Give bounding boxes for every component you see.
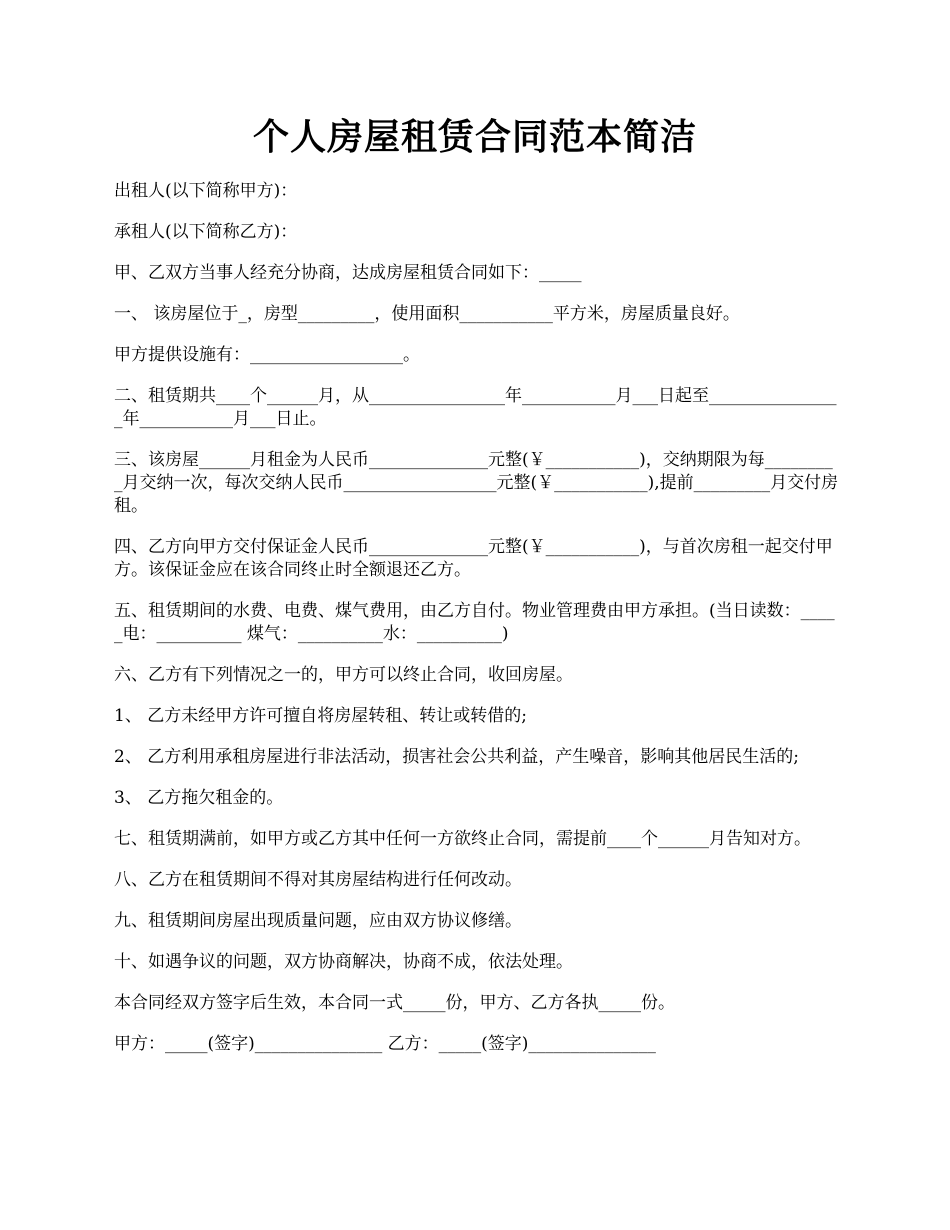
clause-5-utilities: 五、租赁期间的水费、电费、煤气费用，由乙方自付。物业管理费由甲方承担。(当日读数：_____电：__________ 煤气：__________水：__________) [114,601,835,644]
clause-8-no-alteration: 八、乙方在租赁期间不得对其房屋结构进行任何改动。 [114,870,522,890]
document-body [114,180,840,1074]
clause-6-termination: 六、乙方有下列情况之一的，甲方可以终止合同，收回房屋。 [114,665,573,685]
agreement-intro: 甲、乙双方当事人经充分协商，达成房屋租赁合同如下：_____ [114,263,582,283]
facilities-line: 甲方提供设施有：__________________。 [114,345,420,365]
effective-clause: 本合同经双方签字后生效，本合同一式_____份，甲方、乙方各执_____份。 [114,993,675,1013]
clause-3-rent: 三、该房屋______月租金为人民币______________元整(￥___________)，交纳期限为每_________月交纳一次，每次交纳人民币__________________元整(￥___________),提前_________月交付房租。 [114,450,839,516]
document-title: 个人房屋租赁合同范本简洁 [252,116,697,158]
lessor-line: 出租人(以下简称甲方)： [114,181,298,201]
signature-line: 甲方：_____(签字)_______________ 乙方：_____(签字)_______________ [114,1034,656,1054]
clause-9-repairs: 九、租赁期间房屋出现质量问题，应由双方协议修缮。 [114,911,522,931]
termination-item-2: 2、 乙方利用承租房屋进行非法活动，损害社会公共利益，产生噪音，影响其他居民生活的; [114,747,799,767]
termination-item-1: 1、 乙方未经甲方许可擅自将房屋转租、转让或转借的; [114,706,527,726]
termination-item-3: 3、 乙方拖欠租金的。 [114,788,284,808]
clause-1-location: 一、 该房屋位于_，房型_________，使用面积___________平方米，房屋质量良好。 [114,304,740,324]
clause-10-disputes: 十、如遇争议的问题，双方协商解决，协商不成，依法处理。 [114,952,573,972]
clause-7-early-termination: 七、租赁期满前，如甲方或乙方其中任何一方欲终止合同，需提前____个______月告知对方。 [114,829,811,849]
clause-4-deposit: 四、乙方向甲方交付保证金人民币______________元整(￥___________)，与首次房租一起交付甲方。该保证金应在该合同终止时全额退还乙方。 [114,537,833,580]
clause-2-term: 二、租赁期共____个______月，从________________年___________月___日起至________________年___________月___日止。 [114,386,837,429]
lessee-line: 承租人(以下简称乙方)： [114,222,298,242]
